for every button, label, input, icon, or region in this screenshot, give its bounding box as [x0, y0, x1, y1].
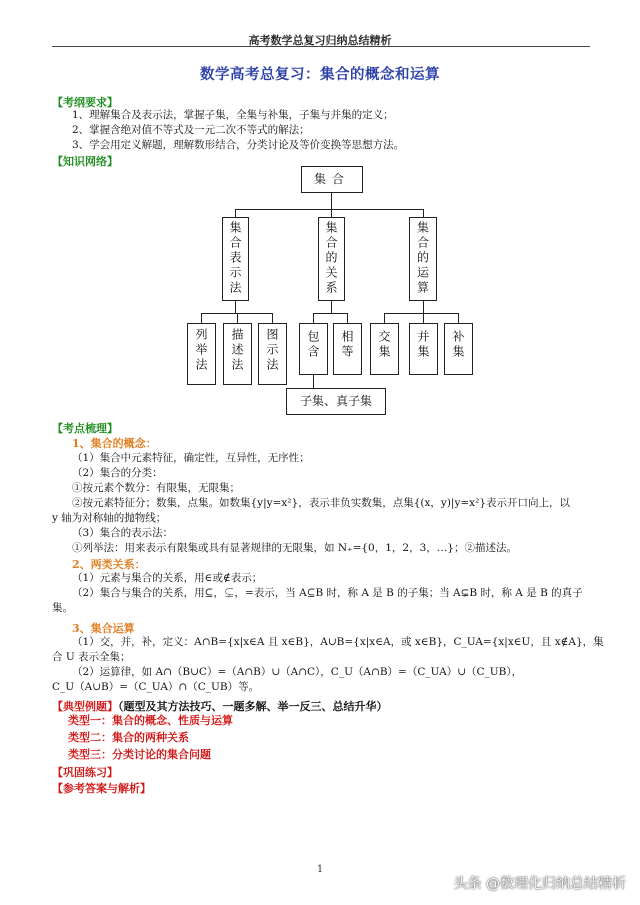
connector-to-subset [313, 375, 314, 388]
connector-to-describe [237, 313, 238, 323]
points-q1: （1）元素与集合的关系，用∈或∉表示； [72, 572, 263, 584]
points-p2: （2）集合的分类： [72, 467, 163, 479]
equal-label: 相等 [340, 330, 354, 360]
diagram-contain-box [299, 323, 328, 375]
answer-section-label: 【参考答案与解析】 [52, 782, 151, 795]
connector-relation-down [331, 301, 332, 313]
diagram-root-box: 集合 [301, 166, 363, 193]
header-divider [52, 46, 590, 47]
connector-to-graph [272, 313, 273, 323]
connector-to-representation [235, 209, 236, 217]
points-q2: （2）集合与集合的关系，用⊆，⊊，=表示，当 A⊆B 时，称 A 是 B 的子集；当 A⊊B 时，称 A 是 B 的真子 [72, 587, 583, 599]
example-type-1: 类型一：集合的概念、性质与运算 [68, 714, 233, 727]
connector-relation-bar [313, 313, 348, 314]
union-label: 并集 [416, 330, 430, 360]
running-header: 高考数学总复习归纳总结精析 [248, 34, 392, 47]
connector-to-relation [331, 209, 332, 217]
points-r2: 合 U 表示全集； [52, 651, 131, 663]
points-heading-3: 3、集合运算 [72, 622, 135, 635]
outline-item-3: 3、学会用定义解题，理解数形结合，分类讨论及等价变换等思想方法。 [72, 139, 405, 151]
points-heading-1: 1、集合的概念： [72, 437, 157, 450]
diagram-representation-box [222, 217, 249, 301]
representation-label: 集合表示法 [228, 221, 242, 296]
connector-to-complement [458, 313, 459, 323]
graph-method-label: 图示法 [265, 328, 279, 373]
diagram-union-box [409, 323, 438, 375]
watermark: 头条 @数理化归纳总结精析 [453, 876, 626, 892]
outline-item-1: 1、理解集合及表示法，掌握子集，全集与补集，子集与并集的定义； [72, 109, 394, 121]
list-method-label: 列举法 [194, 328, 208, 373]
connector-to-contain [313, 313, 314, 323]
connector-to-union [423, 313, 424, 323]
points-section-label: 【考点梳理】 [52, 422, 118, 435]
diagram-subset-box: 子集、真子集 [286, 388, 386, 415]
points-heading-2: 2、两类关系： [72, 558, 146, 571]
points-p3: ①按元素个数分：有限集，无限集； [72, 482, 240, 494]
outline-item-2: 2、掌握含绝对值不等式及一元二次不等式的解法； [72, 124, 310, 136]
points-p5: y 轴为对称轴的抛物线； [52, 512, 167, 524]
points-r3: （2）运算律，如 A∩（B∪C）=（A∩B）∪（A∩C），C_U（A∩B）=（C_UA）∪（C_UB）， [72, 666, 523, 678]
intersection-label: 交集 [377, 330, 391, 360]
connector-representation-down [235, 301, 236, 313]
practice-section-label: 【巩固练习】 [52, 766, 118, 779]
contain-label: 包含 [306, 330, 320, 360]
points-p1: （1）集合中元素特征，确定性，互异性，无序性； [72, 452, 310, 464]
points-q3: 集。 [52, 602, 73, 614]
network-section-label: 【知识网络】 [52, 155, 118, 168]
connector-to-list [201, 313, 202, 323]
points-p7: ①列举法：用来表示有限集或具有显著规律的无限集，如 N₊={0，1，2，3，…}；②描述法。 [72, 542, 517, 554]
examples-note: （题型及其方法技巧、一题多解、举一反三、总结升华） [118, 700, 388, 713]
page-number: 1 [316, 864, 324, 875]
connector-root-down [331, 193, 332, 209]
points-r4: C_U（A∪B）=（C_UA）∩（C_UB）等。 [52, 681, 260, 693]
outline-section-label: 【考纲要求】 [52, 96, 118, 109]
complement-label: 补集 [451, 330, 465, 360]
diagram-complement-box [444, 323, 473, 375]
connector-operation-bar [384, 313, 459, 314]
describe-method-label: 描述法 [230, 328, 244, 373]
example-type-3: 类型三：分类讨论的集合问题 [68, 748, 211, 761]
points-r1: （1）交，并，补，定义：A∩B={x|x∈A 且 x∈B}，A∪B={x|x∈A，或 x∈B}，C_UA={x|x∈U，且 x∉A}，集 [72, 636, 604, 648]
connector-to-equal [347, 313, 348, 323]
example-type-2: 类型二：集合的两种关系 [68, 731, 189, 744]
connector-to-operation [423, 209, 424, 217]
diagram-equal-box [333, 323, 362, 375]
operation-label: 集合的运算 [415, 221, 430, 296]
page-title: 数学高考总复习：集合的概念和运算 [200, 66, 440, 83]
diagram-operation-box [409, 217, 437, 301]
relation-label: 集合的关系 [324, 221, 338, 296]
diagram-list-box [187, 323, 216, 385]
connector-operation-down [423, 301, 424, 313]
diagram-intersection-box [370, 323, 399, 375]
diagram-graph-box [258, 323, 287, 385]
diagram-describe-box [223, 323, 252, 385]
diagram-relation-box [318, 217, 345, 301]
connector-to-intersection [384, 313, 385, 323]
connector-level1-bar [235, 209, 423, 210]
points-p4: ②按元素特征分；数集，点集。如数集{y|y=x²}，表示非负实数集，点集{(x，y)|y=x²}表示开口向上，以 [72, 497, 570, 509]
examples-section-label: 【典型例题】 [52, 700, 118, 713]
points-p6: （3）集合的表示法： [72, 527, 174, 539]
